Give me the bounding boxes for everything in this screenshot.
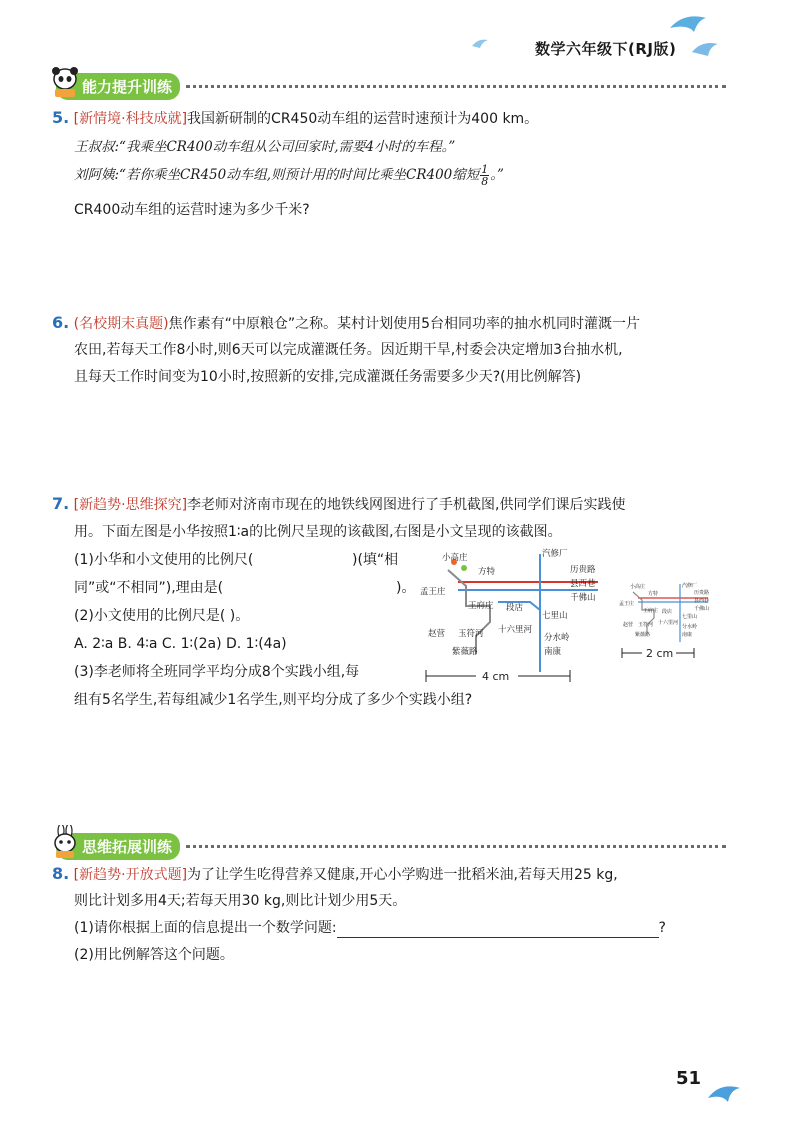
map-station: 历贵路 <box>694 590 710 596</box>
q6-text1: 焦作素有“中原粮仓”之称。某村计划使用5台相同功率的抽水机同时灌溉一片 <box>168 316 641 332</box>
map-station: 孟王庄 <box>420 587 446 597</box>
map-station: 玉符河 <box>638 622 654 628</box>
q8-line1 <box>52 864 618 885</box>
q5-question: CR400动车组的运营时速为多少千米? <box>74 202 310 218</box>
map-station: 段店 <box>662 609 673 615</box>
scale-label: 4 cm <box>482 670 510 683</box>
q7-options: A. 2∶a B. 4∶a C. 1∶(2a) D. 1∶(4a) <box>74 636 287 652</box>
q8-p1-text: (1)请你根据上面的信息提出一个数学问题: <box>74 920 337 936</box>
map-station: 紫薇路 <box>635 632 651 638</box>
q7-p1d: )。 <box>396 580 416 596</box>
q5-frac-num: 1 <box>481 163 489 176</box>
q6-tag: (名校期末真题) <box>73 316 169 332</box>
panda-mascot-icon <box>50 65 80 99</box>
map-station: 十六里河 <box>658 620 679 626</box>
map-station: 小高庄 <box>630 584 646 590</box>
q7-line2: 用。下面左图是小华按照1∶a的比例尺呈现的该截图,右图是小文呈现的该截图。 <box>74 524 562 540</box>
q8-p1-end: ? <box>658 920 666 936</box>
q5-fraction <box>480 164 489 187</box>
q7-p1b: )(填“相 <box>352 552 399 568</box>
map-station: 七里山 <box>542 611 568 621</box>
q6-line3: 且每天工作时间变为10小时,按照新的安排,完成灌溉任务需要多少天?(用比例解答) <box>74 369 582 385</box>
q7-p3b: 组有5名学生,若每组减少1名学生,则平均分成了多少个实践小组? <box>74 692 473 708</box>
q7-p1c: 同”或“不相同”),理由是( <box>74 580 224 596</box>
q8-text1: 为了让学生吃得营养又健康,开心小学购进一批稻米油,若每天用25 kg, <box>187 867 618 883</box>
q6-line1 <box>52 313 640 334</box>
map-station: 分水岭 <box>682 624 698 630</box>
q5-aunt-before: 刘阿姨:“若你乘坐CR450动车组,则预计用的时间比乘坐CR400缩短 <box>74 167 480 183</box>
map-station: 王府庄 <box>643 608 659 614</box>
scale-label: 2 cm <box>646 647 674 660</box>
q5-aunt <box>74 160 504 190</box>
section-badge <box>56 833 180 860</box>
subway-map-small <box>618 580 728 660</box>
q7-text1: 李老师对济南市现在的地铁线网图进行了手机截图,供同学们课后实践使 <box>187 497 626 513</box>
q7-tag: [新趋势·思维探究] <box>73 497 188 513</box>
dolphin-icon <box>690 38 720 58</box>
map-station: 十六里河 <box>498 625 533 635</box>
q8-number: 8. <box>52 864 70 883</box>
map-station: 分水岭 <box>544 633 570 643</box>
q5-text: 我国新研制的CR450动车组的运营时速预计为400 km。 <box>187 111 539 127</box>
section-title: 思维拓展训练 <box>82 837 173 856</box>
q8-p2: (2)用比例解答这个问题。 <box>74 947 234 963</box>
answer-line[interactable] <box>337 924 659 938</box>
map-station: 赵营 <box>623 622 634 628</box>
map-station: 方特 <box>648 591 659 597</box>
map-station: 千佛山 <box>694 606 710 612</box>
map-station: 历贵路 <box>570 565 596 575</box>
q5-frac-den: 8 <box>481 175 489 188</box>
map-station: 汽修厂 <box>542 549 568 559</box>
q7-p3a: (3)李老师将全班同学平均分成8个实践小组,每 <box>74 664 360 680</box>
book-title: 数学六年级下(RJ版) <box>535 40 677 58</box>
map-station: 汽修厂 <box>682 583 698 589</box>
q6-number: 6. <box>52 313 70 332</box>
map-station: 县西巷 <box>570 579 596 589</box>
map-station: 方特 <box>478 567 496 577</box>
q7-number: 7. <box>52 494 70 513</box>
q5-line1 <box>52 108 538 129</box>
map-station: 玉符河 <box>458 629 484 639</box>
map-station: 七里山 <box>682 614 698 620</box>
subway-map-large <box>418 546 618 692</box>
map-station: 紫薇路 <box>452 647 478 657</box>
q7-p2: (2)小文使用的比例尺是( )。 <box>74 608 250 624</box>
map-station: 赵营 <box>428 629 446 639</box>
map-station: 小高庄 <box>442 553 468 563</box>
q7-p1a: (1)小华和小文使用的比例尺( <box>74 552 254 568</box>
q5-uncle: 王叔叔:“我乘坐CR400动车组从公司回家时,需要4小时的车程。” <box>74 139 456 155</box>
section-header-thinking <box>56 832 726 860</box>
dotted-divider <box>186 85 726 88</box>
section-title: 能力提升训练 <box>82 77 173 96</box>
map-station: 南康 <box>682 632 693 638</box>
map-station: 千佛山 <box>570 593 596 603</box>
q8-p1 <box>74 918 666 938</box>
q7-line1 <box>52 494 626 515</box>
map-station: 孟王庄 <box>619 601 635 607</box>
q5-tag: [新情境·科技成就] <box>73 111 188 127</box>
section-badge <box>56 73 180 100</box>
q6-line2: 农田,若每天工作8小时,则6天可以完成灌溉任务。因近期干旱,村委会决定增加3台抽水机, <box>74 342 623 358</box>
rabbit-mascot-icon <box>50 825 80 859</box>
dolphin-icon <box>470 36 490 50</box>
dolphin-icon <box>706 1080 742 1104</box>
page-number: 51 <box>676 1068 702 1089</box>
dotted-divider <box>186 845 726 848</box>
map-station: 段店 <box>506 603 524 613</box>
q8-tag: [新趋势·开放式题] <box>73 867 188 883</box>
map-station: 县西巷 <box>694 598 710 604</box>
map-station: 南康 <box>544 647 562 657</box>
q5-aunt-after: 。” <box>490 167 504 183</box>
q8-line2: 则比计划多用4天;若每天用30 kg,则比计划少用5天。 <box>74 893 407 909</box>
dolphin-icon <box>668 10 710 34</box>
map-station: 王府庄 <box>468 601 494 611</box>
section-header-ability <box>56 72 726 100</box>
q5-number: 5. <box>52 108 70 127</box>
